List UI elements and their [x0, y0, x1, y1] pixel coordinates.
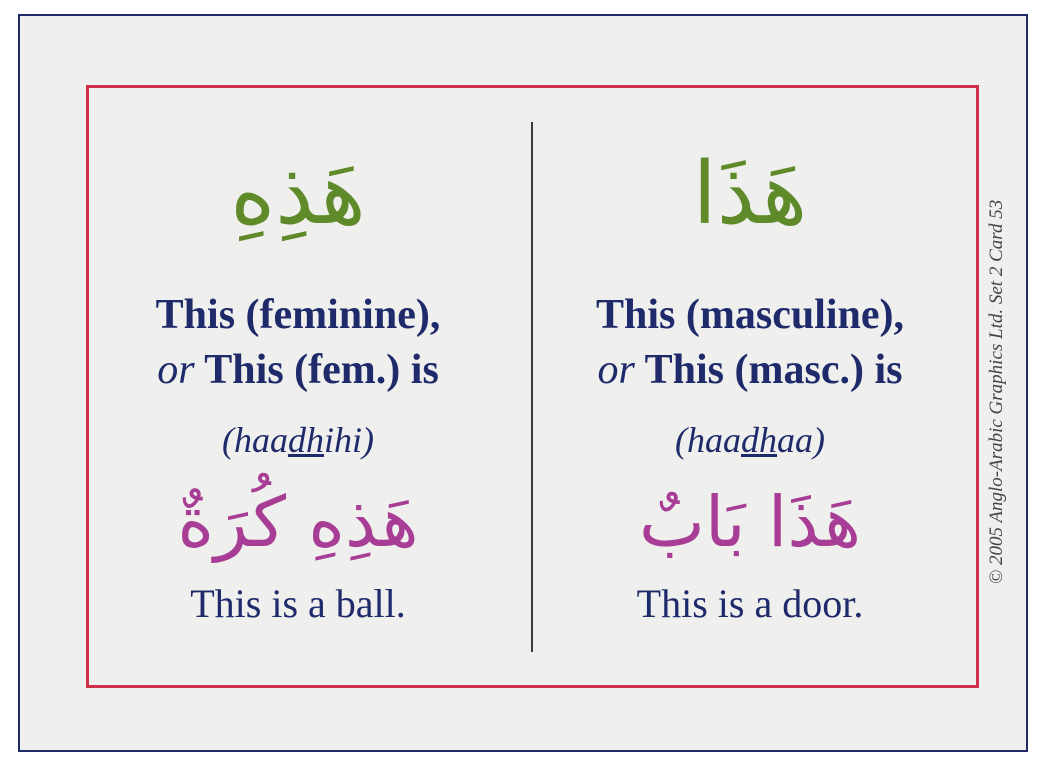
arabic-sentence-feminine: هَذِهِ كُرَةٌ [177, 481, 419, 563]
or-word: or [597, 347, 635, 393]
or-word: or [157, 347, 195, 393]
feminine-meaning-line2-text: This (fem.) is [204, 347, 439, 393]
translit-prefix: (haa [675, 420, 741, 460]
translit-prefix: (haa [222, 420, 288, 460]
translit-underlined: dh [741, 420, 777, 460]
feminine-meaning [88, 288, 508, 398]
masculine-meaning-line1: This (masculine), [595, 292, 905, 338]
translit-suffix: aa) [777, 420, 825, 460]
column-divider [531, 122, 533, 652]
masculine-column [540, 100, 960, 626]
masculine-meaning [540, 288, 960, 398]
arabic-sentence-masculine: هَذَا بَابٌ [638, 481, 862, 563]
arabic-word-masculine: هَذَا [692, 144, 808, 244]
english-sentence-feminine: This is a ball. [190, 581, 406, 626]
translit-suffix: ihi) [324, 420, 374, 460]
feminine-transliteration [88, 418, 508, 462]
feminine-meaning-line2 [88, 343, 508, 398]
feminine-meaning-line1: This (feminine), [155, 292, 441, 338]
masculine-transliteration [540, 418, 960, 462]
masculine-meaning-line2 [540, 343, 960, 398]
copyright-notice: © 2005 Anglo-Arabic Graphics Ltd. Set 2 Card 53 [986, 199, 1007, 585]
arabic-word-feminine: هَذِهِ [230, 144, 366, 244]
translit-underlined: dh [288, 420, 324, 460]
masculine-meaning-line2-text: This (masc.) is [644, 347, 903, 393]
english-sentence-masculine: This is a door. [636, 581, 864, 626]
feminine-column [88, 100, 508, 626]
